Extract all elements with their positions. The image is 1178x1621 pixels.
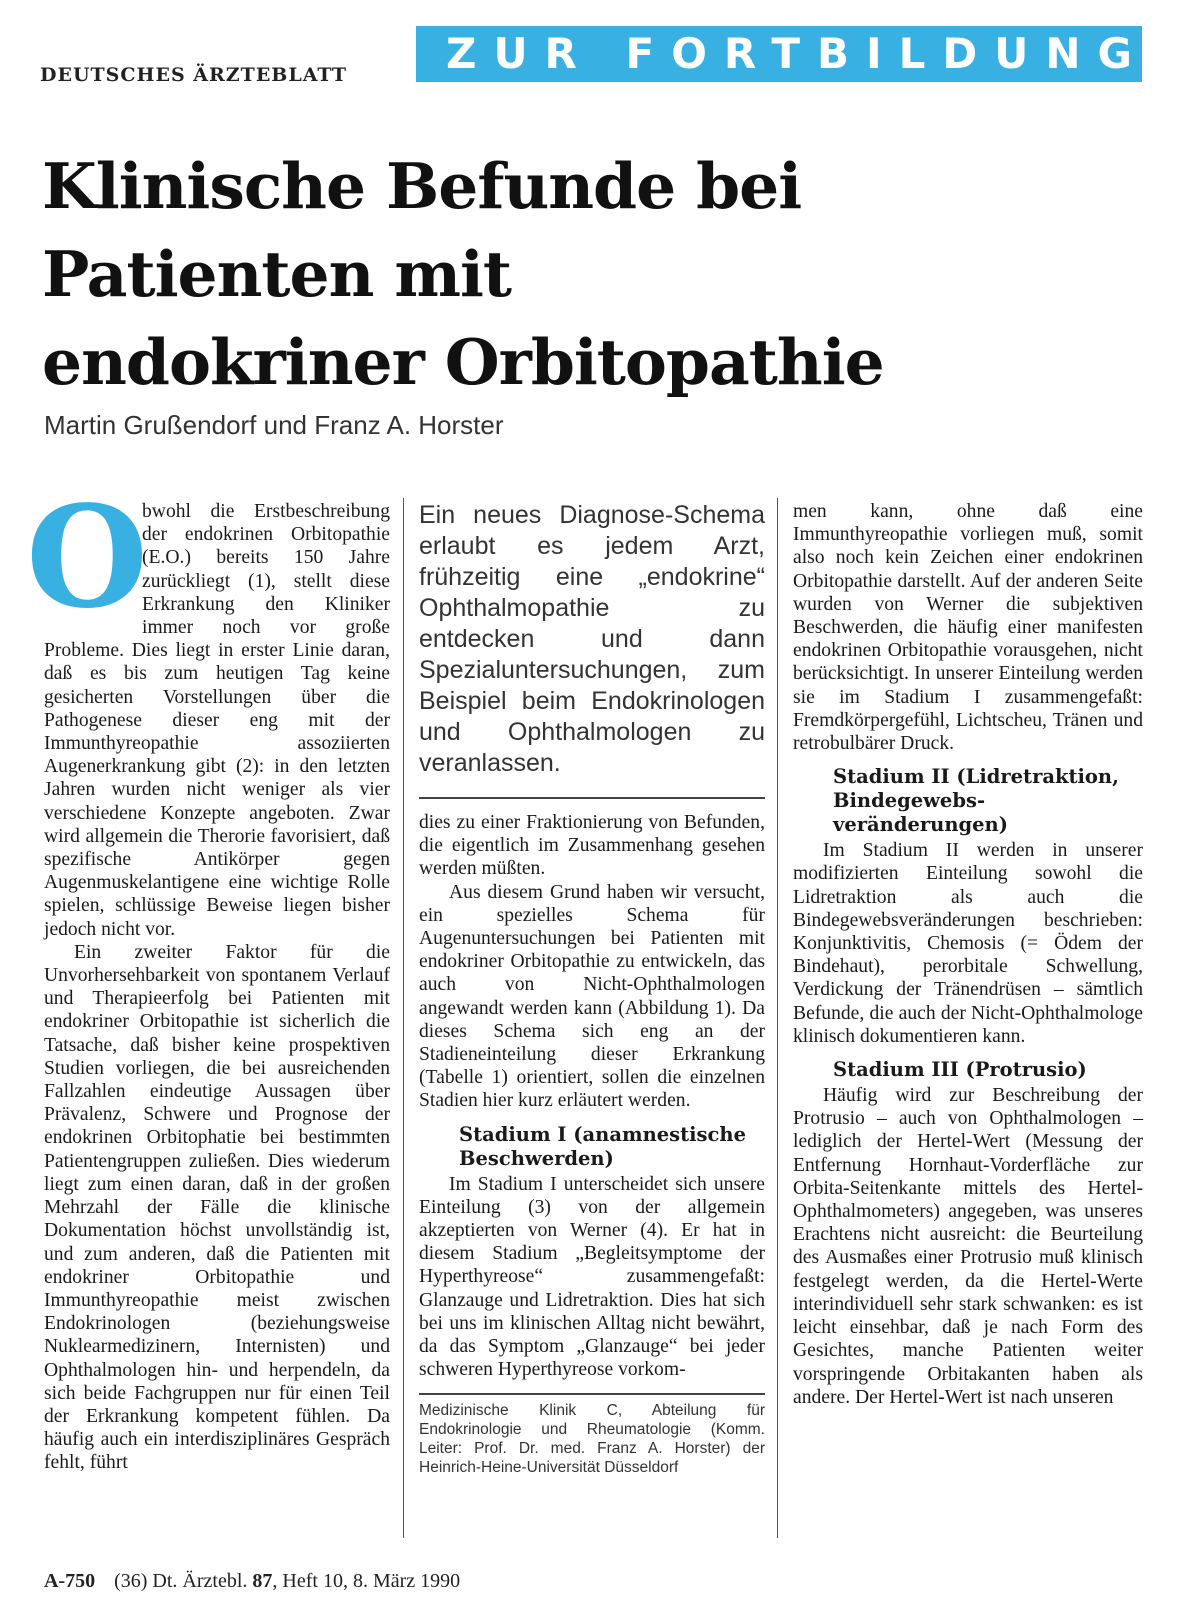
citation-suffix: , Heft 10, 8. März 1990 (272, 1570, 461, 1592)
subheading-stadium-1: Stadium I (anamnestische Beschwerden) (459, 1122, 746, 1170)
paragraph: Im Stadium II werden in unserer modifizierten Einteilung sowohl die Lidretraktion als auch die Bindegewebsveränderungen beschrieben: Konjunktivitis, Chemosis (= Ödem der Bindehaut), perorbitale Schwellung, Verdickung der Tränendrüsen – sämtlich Befunde, die auch der Nicht-Ophthalmologe klinisch dokumentieren kann. (793, 840, 1143, 1047)
page-number: A-750 (44, 1570, 96, 1592)
journal-name: DEUTSCHES ÄRZTEBLATT (40, 64, 348, 86)
paragraph: Im Stadium I unterscheidet sich unsere Einteilung (3) von der allgemein akzeptierten von Werner (4). Er hat in diesem Stadium „Begleitsymptome der Hyperthyreose“ zusammengefaßt: Glanzauge und Lidretraktion. Dies hat sich bei uns im klinischen Alltag nicht bewährt, da das Symptom „Glanzauge“ bei jeder schweren Hyperthyreose vorkom- (419, 1173, 765, 1381)
paragraph: bwohl die Erstbeschreibung der endokrinen Orbitopathie (E.O.) bereits 150 Jahre zurückliegt (1), stellt diese Erkrankung den Kliniker immer noch vor große Probleme. Dies liegt in erster Linie daran, daß es bis zum heutigen Tag keine gesicherten Vorstellungen über die Pathogenese dieser eng mit der Immunthyreopathie assoziierten Augenerkrankung gibt (2): in den letzten Jahren wurden nicht weniger als vier verschiedene Konzepte angeboten. Zwar wird allgemein die Therorie favorisiert, daß spezifische Antikörper gegen Augenmuskelantigene eine wichtige Rolle spielen, schlüssige Beweise liegen bisher jedoch nicht vor. (44, 501, 390, 940)
article-title (42, 142, 1142, 406)
paragraph: Ein zweiter Faktor für die Unvorhersehbarkeit von spontanem Verlauf und Therapieerfolg bei Patienten mit endokriner Orbitopathie ist sicherlich die Tatsache, daß bisher keine prospektiven Studien vorliegen, die bei ausreichenden Fallzahlen eindeutige Aussagen über Prävalenz, Schwere und Prognose der endokrinen Orbitophatie bei bestimmten Patientengruppen zuließen. Dies wiederum liegt zum einen daran, daß in der großen Mehrzahl der Fälle die klinische Dokumentation höchst unvollständig ist, und zum anderen, daß die Patienten mit endokriner Orbitopathie und Immunthyreopathie meist zwischen Endokrinologen (beziehungsweise Nuklearmedizinern, Internisten) und Ophthalmologen hin- und herpendeln, da sich beide Fachgruppen nur für einen Teil der Erkrankung kompetent fühlen. Da häufig auch ein interdisziplinäres Gespräch fehlt, führt (44, 941, 390, 1474)
subheading-stadium-2: Stadium II (Lidretraktion, Bindegewebsveränderungen) (833, 765, 1119, 837)
column-divider (777, 498, 778, 1538)
author-affiliation: Medizinische Klinik C, Abteilung für Endokrinologie und Rheumatologie (Komm. Leiter: Prof. Dr. med. Franz A. Horster) der Heinrich-Heine-Universität Düsseldorf (419, 1393, 765, 1477)
dropcap-o (26, 476, 148, 640)
column-3 (793, 500, 1143, 1409)
title-line-3: endokriner Orbitopathie (42, 325, 884, 399)
page-footer (44, 1570, 460, 1593)
column-1 (26, 476, 390, 1475)
article-authors: Martin Grußendorf und Franz A. Horster (44, 410, 504, 440)
section-banner: ZUR FORTBILDUNG (416, 26, 1142, 82)
column-divider (403, 498, 404, 1538)
title-line-1: Klinische Befunde bei (42, 149, 802, 223)
teaser-rule (419, 797, 765, 799)
paragraph: Aus diesem Grund haben wir versucht, ein spezielles Schema für Augenuntersuchungen bei Patienten mit endokriner Orbitopathie zu entwickeln, das auch von Nicht-Ophthalmologen angewandt werden kann (Abbildung 1). Da dieses Schema sich eng an der Stadieneinteilung dieser Erkrankung (Tabelle 1) orientiert, sollen die einzelnen Stadien hier kurz erläutert werden. (419, 881, 765, 1112)
teaser-text: Ein neues Diagnose-Schema erlaubt es jedem Arzt, frühzeitig eine „endokrine“ Ophthalmopathie zu entdecken und dann Spezialuntersuchungen, zum Beispiel beim Endokrinologen und Ophthalmologen zu veranlassen. (419, 501, 765, 777)
citation-volume: 87 (252, 1570, 273, 1592)
paragraph: men kann, ohne daß eine Immunthyreopathie vorliegen muß, somit also noch kein Zeichen einer endokrinen Orbitopathie darstellt. Auf der anderen Seite wurden von Werner die subjektiven Beschwerden, die häufig einer manifesten endokrinen Orbitopathie vorausgehen, nicht berücksichtigt. In unserer Einteilung werden sie im Stadium I zusammengefaßt: Fremdkörpergefühl, Lichtscheu, Tränen und retrobulbärer Druck. (793, 501, 1143, 755)
title-line-2: Patienten mit (42, 237, 512, 311)
citation-prefix: (36) Dt. Ärztebl. (114, 1570, 248, 1592)
column-2 (419, 500, 765, 1477)
paragraph: dies zu einer Fraktionierung von Befunden, die eigentlich im Zusammenhang gesehen werden müßten. (419, 812, 765, 880)
dropcap-letter: O (26, 476, 148, 640)
paragraph: Häufig wird zur Beschreibung der Protrusio – auch von Ophthalmologen – lediglich der Hertel-Wert (Messung der Entfernung Hornhaut-Vorderfläche zur Orbita-Seitenkante mittels des Hertel-Ophthalmometers) angegeben, was unseres Erachtens nicht ausreicht: die Beurteilung des Ausmaßes einer Protrusio muß klinisch festgelegt werden, da die Hertel-Werte interindividuell sehr stark schwanken: es ist leicht einsehbar, daß je nach Form des Gesichtes, manche Patienten weiter vorspringende Orbitakanten haben als andere. Der Hertel-Wert ist nach unseren (793, 1085, 1143, 1408)
subheading-stadium-3: Stadium III (Protrusio) (833, 1058, 1087, 1082)
